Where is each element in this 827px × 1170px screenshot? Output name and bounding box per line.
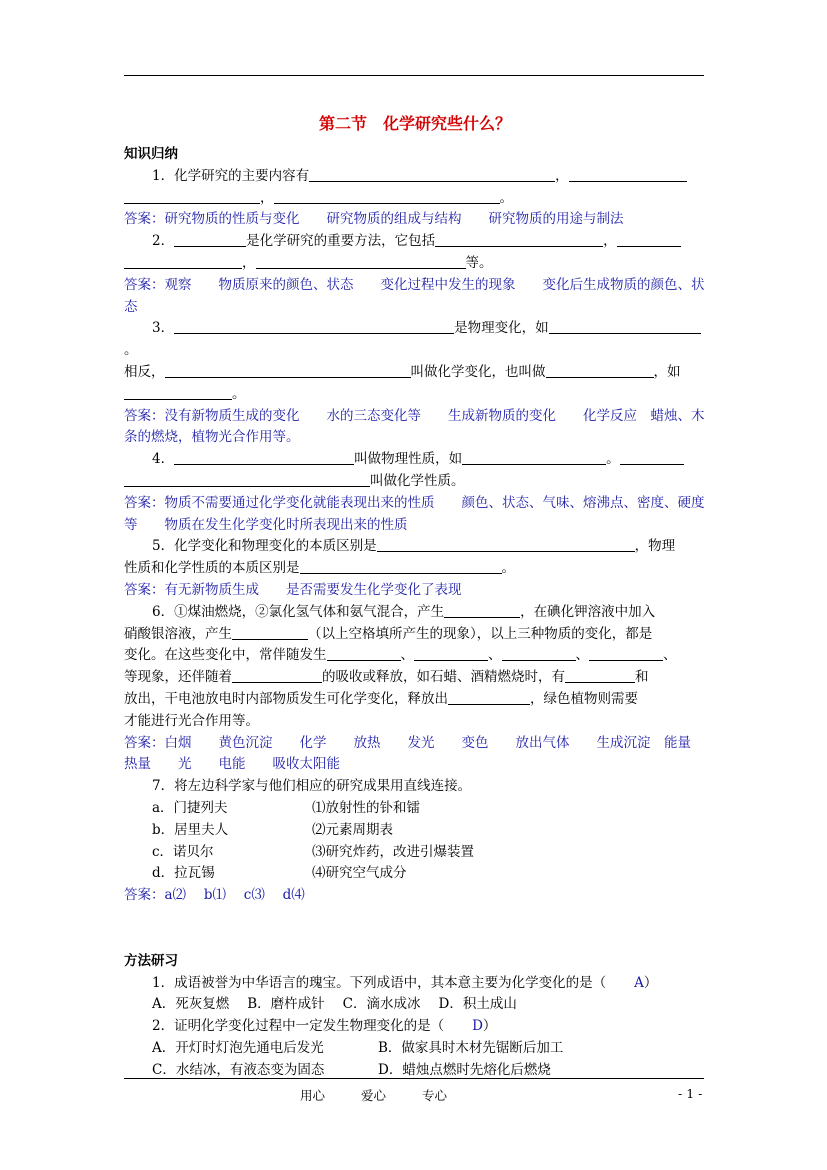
answer-1: 答案：研究物质的性质与变化 研究物质的组成与结构 研究物质的用途与制法 <box>124 211 624 228</box>
footer-rule <box>124 1078 704 1079</box>
blank[interactable] <box>502 645 576 661</box>
option[interactable]: A．开灯时灯泡先通电后发光 <box>152 1040 324 1057</box>
blank[interactable] <box>232 667 322 683</box>
option[interactable]: A．死灰复燃 <box>152 996 230 1013</box>
question-6: 6．①煤油燃烧，②氯化氢气体和氨气混合，产生 ，在碘化钾溶液中加入 <box>152 603 656 620</box>
blank[interactable] <box>256 253 466 269</box>
blank[interactable] <box>174 449 354 465</box>
blank[interactable] <box>377 536 635 552</box>
match-row: d．拉瓦锡 ⑷研究空气成分 <box>152 865 407 882</box>
blank[interactable] <box>546 362 654 378</box>
question-3-cont2: 。 <box>124 384 706 406</box>
answer-letter: D <box>472 1018 483 1035</box>
blank[interactable] <box>174 231 246 247</box>
question-5-cont: 性质和化学性质的本质区别是 。 <box>124 560 515 577</box>
blank[interactable] <box>309 166 555 182</box>
option[interactable]: C．水结冰，有液态变为固态 <box>152 1061 325 1078</box>
blank[interactable] <box>448 689 530 705</box>
question-7: 7．将左边科学家与他们相应的研究成果用直线连接。 <box>152 778 472 795</box>
blank[interactable] <box>444 602 520 618</box>
blank[interactable] <box>124 384 232 400</box>
method-2-options-row1 <box>124 1038 706 1060</box>
blank[interactable] <box>124 188 260 204</box>
question-6-cont2: 变化。在这些变化中，常伴随发生 、 、 、 、 <box>124 647 677 664</box>
match-row: a．门捷列夫 ⑴放射性的钋和镭 <box>152 799 420 816</box>
option[interactable]: C．滴水成冰 <box>342 996 421 1013</box>
footer-motto: 用心 爱心 专心 <box>300 1088 448 1103</box>
question-4-cont: 叫做化学性质。 <box>124 471 706 493</box>
question-3-cont: 相反， 叫做化学变化，也叫做 ，如 <box>124 363 681 380</box>
page-title: 第二节 化学研究些什么？ <box>318 114 511 133</box>
question-2-cont: ， 等。 <box>124 253 706 275</box>
answer-letter: A <box>634 974 644 991</box>
blank[interactable] <box>124 253 242 269</box>
question-6-cont: 硝酸银溶液，产生 （以上空格填所产生的现象），以上三种物质的变化，都是 <box>124 625 653 642</box>
question-6-cont5: 才能进行光合作用等。 <box>124 712 259 729</box>
blank[interactable] <box>435 231 603 247</box>
blank[interactable] <box>617 231 681 247</box>
blank[interactable] <box>462 449 606 465</box>
question-4: 4． 叫做物理性质，如 。 <box>124 449 706 471</box>
blank[interactable] <box>300 558 502 574</box>
question-6-cont4: 放出，干电池放电时内部物质发生可化学变化，释放出 ，绿色植物则需要 <box>124 690 638 707</box>
answer-6: 答案：白烟 黄色沉淀 化学 放热 发光 变色 放出气体 生成沉淀 能量 热量 光 电能 吸收太阳能 <box>124 734 718 773</box>
method-1-options <box>124 994 706 1016</box>
blank[interactable] <box>274 188 500 204</box>
method-question-2: 2．证明化学变化过程中一定发生物理变化的是（ D） <box>124 1016 706 1038</box>
question-1: 1．化学研究的主要内容有 ， <box>124 166 706 188</box>
blank[interactable] <box>124 471 370 487</box>
match-row: b．居里夫人 ⑵元素周期表 <box>152 821 393 838</box>
blank[interactable] <box>165 362 411 378</box>
blank[interactable] <box>549 318 701 334</box>
document-content <box>124 112 718 1082</box>
method-question-1: 1．成语被誉为中华语言的瑰宝。下列成语中，其本意主要为化学变化的是（ A） <box>124 973 706 995</box>
question-2: 2． 是化学研究的重要方法，它包括 ， <box>124 231 706 253</box>
question-5: 5．化学变化和物理变化的本质区别是 ，物理 <box>152 538 676 555</box>
question-1-cont: ， 。 <box>124 188 706 210</box>
answer-7: 答案：a⑵ b⑴ c⑶ d⑷ <box>124 887 305 904</box>
option[interactable]: B．做家具时木材先锯断后加工 <box>378 1040 564 1057</box>
blank[interactable] <box>232 624 308 640</box>
option[interactable]: D．蜡烛点燃时先熔化后燃烧 <box>378 1061 551 1078</box>
blank[interactable] <box>589 645 663 661</box>
answer-5: 答案：有无新物质生成 是否需要发生化学变化了表现 <box>124 581 462 598</box>
answer-3: 答案：没有新物质生成的变化 水的三态变化等 生成新物质的变化 化学反应 蜡烛、木条的燃烧，植物光合作用等。 <box>124 407 705 446</box>
section-heading-methods: 方法研习 <box>124 952 178 969</box>
question-3: 3． 是物理变化，如。 <box>124 318 706 362</box>
answer-4: 答案：物质不需要通过化学变化就能表现出来的性质 颜色、状态、气味、熔沸点、密度、硬度等 物质在发生化学变化时所表现出来的性质 <box>124 494 705 533</box>
blank[interactable] <box>569 166 687 182</box>
question-6-cont3: 等现象，还伴随着 的吸收或释放，如石蜡、酒精燃烧时，有 和 <box>124 669 649 686</box>
blank[interactable] <box>414 645 488 661</box>
answer-2: 答案：观察 物质原来的颜色、状态 变化过程中发生的现象 变化后生成物质的颜色、状态 <box>124 276 705 315</box>
match-row: c．诺贝尔 ⑶研究炸药，改进引爆装置 <box>152 843 474 860</box>
blank[interactable] <box>620 449 684 465</box>
page-number: - 1 - <box>678 1086 703 1101</box>
blank[interactable] <box>174 318 454 334</box>
section-heading-knowledge: 知识归纳 <box>124 146 178 162</box>
option[interactable]: D．积土成山 <box>438 996 517 1013</box>
header-rule <box>124 75 704 76</box>
blank[interactable] <box>565 667 635 683</box>
blank[interactable] <box>327 645 401 661</box>
option[interactable]: B．磨杵成针 <box>247 996 325 1013</box>
